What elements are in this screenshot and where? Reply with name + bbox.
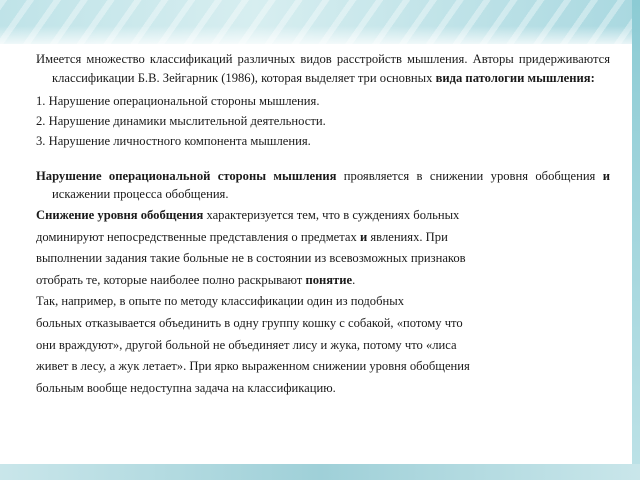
body-line-3: выполнении задания такие больные не в состоянии из всевозможных признаков (36, 251, 466, 266)
generalization-bold-term: Снижение уровня обобщения (36, 208, 204, 222)
list-item-3: 3. Нарушение личностного компонента мышления. (36, 134, 311, 148)
body-line-8: живет в лесу, а жук летает». При ярко выраженном снижении уровня обобщения (36, 359, 470, 374)
body-line-1-text: характеризуется тем, что в суждениях больных (203, 208, 460, 222)
right-decorative-bar (632, 0, 640, 480)
body-line-5: Так, например, в опыте по методу классификации один из подобных (36, 294, 404, 309)
body-line-4 (36, 270, 610, 292)
body-line-2-text-a: доминируют непосредственные представления о предметах (36, 229, 360, 244)
body-line-4-text-a: отобрать те, которые наиболее полно раскрывают (36, 272, 306, 287)
operational-text-b: искажении процесса обобщения. (52, 187, 229, 201)
top-band-fade (0, 26, 640, 50)
body-line-2 (36, 227, 610, 249)
body-line-4-bold: понятие (305, 272, 353, 287)
operational-bold-term: Нарушение операциональной стороны мышления (36, 169, 337, 183)
bottom-decorative-band (0, 464, 640, 480)
list-item-2: 2. Нарушение динамики мыслительной деятельности. (36, 114, 326, 128)
intro-paragraph (36, 50, 610, 87)
operational-paragraph (36, 167, 610, 203)
list-item-1: 1. Нарушение операциональной стороны мышления. (36, 94, 320, 108)
operational-text-a: проявляется в снижении уровня обобщения (336, 169, 603, 183)
body-line-6: больных отказывается объединить в одну группу кошку с собакой, «потому что (36, 315, 463, 330)
intro-text: Имеется множество классификаций различных видов расстройств мышления. Авторы придерживаются классификации Б.В. Зейгарник (1986), которая выделяет три основных (36, 52, 610, 85)
body-line-7: они враждуют», другой больной не объединяет лису и жука, потому что «лиса (36, 337, 457, 352)
body-line-1 (36, 205, 610, 227)
body-line-4-text-b: . (352, 272, 356, 287)
section-spacer (36, 151, 610, 167)
body-line-2-bold: и (359, 229, 368, 244)
body-line-9: больным вообще недоступна задача на классификацию. (36, 380, 336, 395)
intro-bold-term: вида патологии мышления: (435, 70, 595, 85)
slide-content (36, 50, 610, 399)
body-line-2-text-b: явлениях. При (367, 229, 448, 244)
operational-bold-and: и (602, 169, 610, 183)
